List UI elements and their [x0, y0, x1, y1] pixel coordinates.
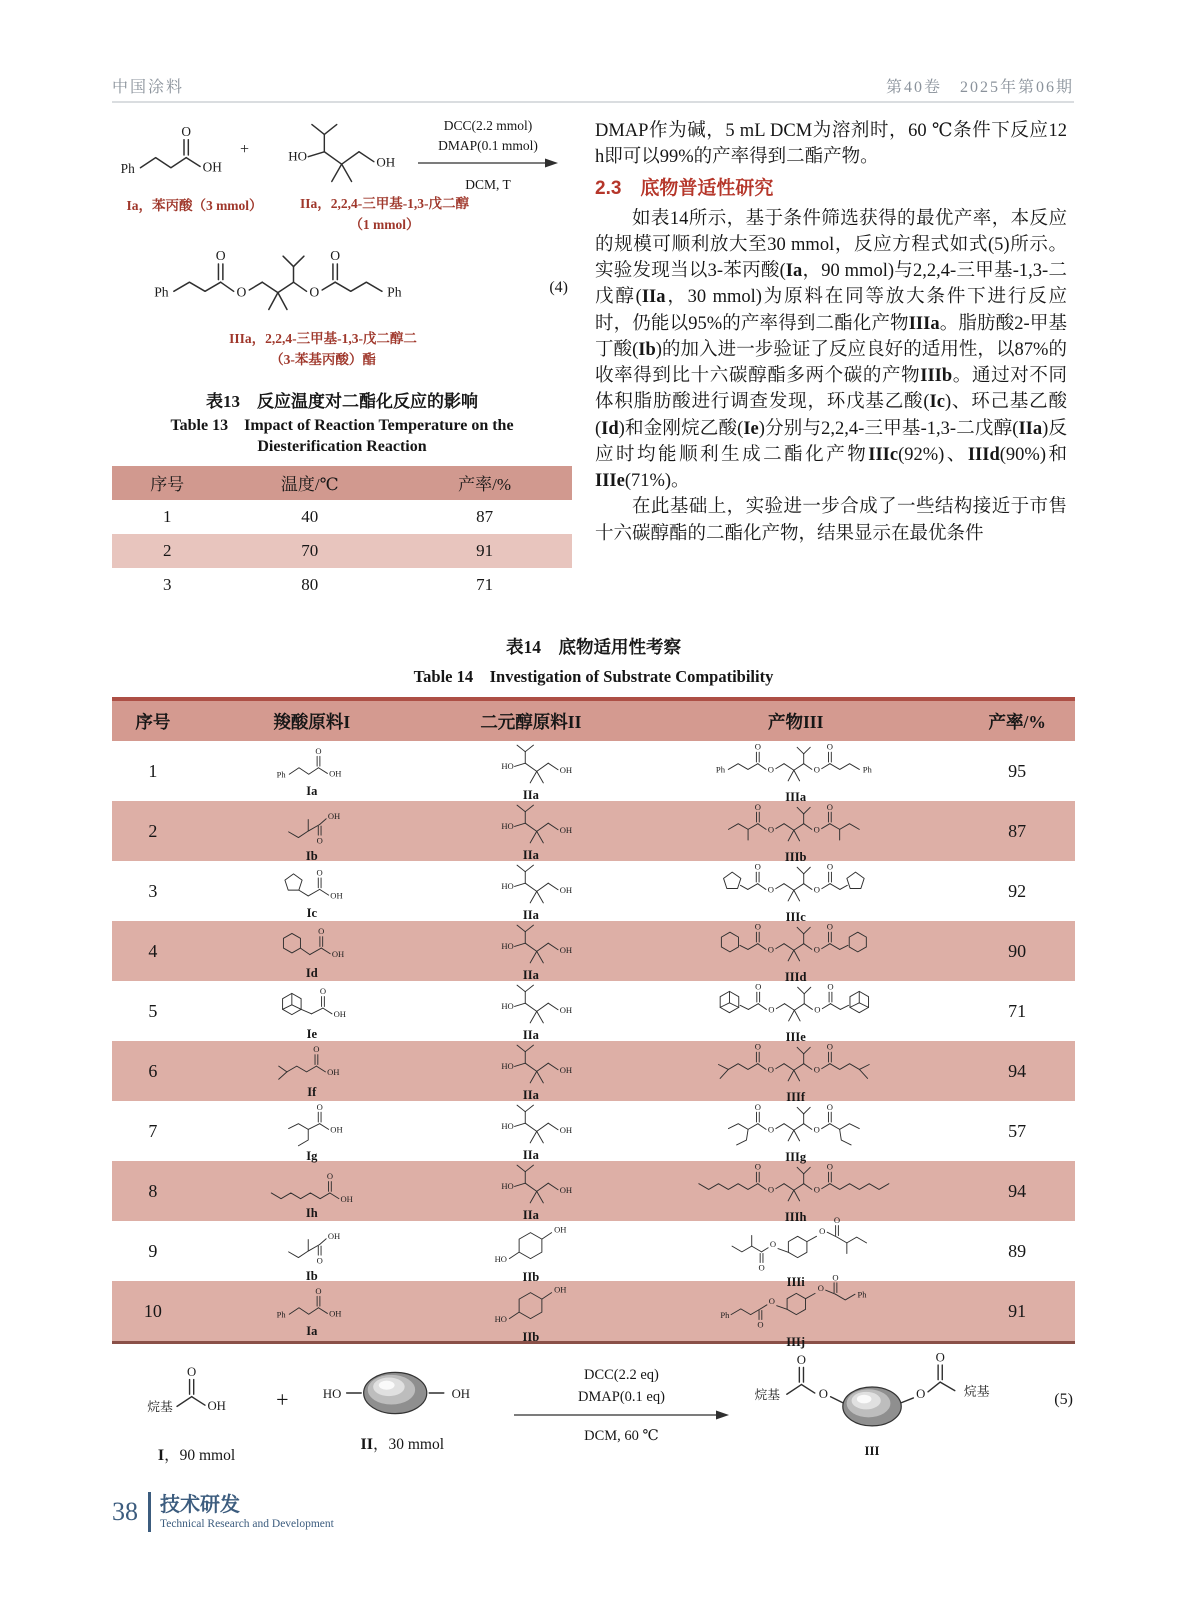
journal-name: 中国涂料 — [112, 79, 185, 96]
chemical-structure-IIa — [476, 1160, 586, 1222]
svg-text:O: O — [754, 1161, 762, 1172]
reaction-scheme-4 — [112, 116, 572, 371]
svg-text:HO: HO — [501, 1061, 514, 1072]
scheme5-conditions — [514, 1365, 729, 1448]
structure-label: IIIe — [785, 1029, 806, 1044]
svg-text:O: O — [818, 1386, 829, 1401]
chemical-structure-Ic — [269, 863, 354, 920]
svg-text:O: O — [181, 124, 191, 140]
svg-text:OH: OH — [559, 765, 573, 776]
svg-text:O: O — [796, 1352, 807, 1367]
yield-value: 92 — [1008, 880, 1027, 901]
svg-text:O: O — [813, 884, 821, 895]
label-IIa: IIa，2,2,4-三甲基-1,3-戊二醇 （1 mmol） — [299, 196, 470, 232]
svg-text:HO: HO — [501, 821, 514, 832]
yield-value: 94 — [1008, 1180, 1027, 1201]
table13-cell: 70 — [301, 540, 319, 560]
table14-header-cell: 二元醇原料II — [480, 711, 582, 732]
svg-text:OH: OH — [328, 768, 342, 779]
table-14 — [112, 634, 1075, 1350]
condition-solvent: DCM, 60 ℃ — [584, 1428, 659, 1445]
svg-text:O: O — [309, 284, 320, 300]
structure-label: Ih — [305, 1206, 318, 1221]
svg-text:HO: HO — [501, 1121, 514, 1132]
reaction-scheme-5 — [128, 1348, 1073, 1465]
svg-text:Ph: Ph — [716, 764, 726, 775]
row-number: 3 — [148, 880, 158, 901]
yield-value: 91 — [1008, 1300, 1027, 1321]
structure-label: Ib — [305, 1268, 318, 1283]
table13-cell: 80 — [301, 574, 319, 594]
svg-text:HO: HO — [501, 761, 514, 772]
svg-text:OH: OH — [559, 945, 573, 956]
structure-label: IIa — [522, 908, 539, 923]
svg-text:O: O — [330, 247, 341, 263]
chemical-structure-IIa — [476, 1040, 586, 1102]
svg-text:Ph: Ph — [857, 1289, 867, 1300]
reaction-arrow — [514, 1408, 729, 1426]
plus-sign: + — [240, 141, 250, 159]
table13-title-en: Table 13 Impact of Reaction Temperature on the Diesterification Reaction — [170, 416, 514, 456]
svg-text:O: O — [754, 1041, 762, 1052]
svg-text:OH: OH — [559, 885, 573, 896]
svg-text:O: O — [754, 981, 762, 992]
svg-text:Ph: Ph — [276, 1309, 286, 1320]
structure-label: IIIa — [785, 789, 807, 804]
structure-IIa — [250, 117, 416, 194]
table13-cell: 40 — [301, 506, 319, 526]
svg-text:OH: OH — [332, 949, 345, 960]
structure-IIIa — [140, 243, 421, 329]
svg-text:O: O — [754, 1101, 762, 1112]
structure-label: Ic — [306, 905, 317, 920]
table13-cell: 2 — [162, 540, 172, 560]
svg-text:烷基: 烷基 — [964, 1384, 990, 1399]
table13-row — [112, 534, 572, 568]
svg-text:O: O — [318, 926, 325, 937]
table13-header-cell: 序号 — [150, 475, 185, 495]
svg-text:O: O — [320, 986, 327, 997]
table14-row — [112, 1101, 1075, 1164]
row-number: 2 — [148, 820, 158, 841]
svg-text:OH: OH — [376, 154, 396, 170]
svg-text:OH: OH — [328, 1308, 342, 1319]
svg-text:O: O — [813, 944, 821, 955]
svg-text:O: O — [767, 764, 775, 775]
scheme4-conditions — [418, 116, 558, 194]
structure-label: IIb — [522, 1330, 540, 1345]
svg-text:O: O — [826, 1101, 834, 1112]
chemical-structure-IIIa — [707, 739, 884, 804]
structure-label: IIIf — [786, 1089, 806, 1104]
scheme5-product — [738, 1348, 1045, 1465]
table14-body — [112, 741, 1075, 1350]
yield-value: 95 — [1008, 760, 1027, 781]
table14-row — [112, 1161, 1075, 1224]
row-number: 4 — [148, 940, 158, 961]
structure-Ia — [112, 122, 240, 188]
chemical-structure-IIa — [476, 800, 586, 862]
structure-label: Id — [305, 966, 318, 981]
svg-text:HO: HO — [501, 1001, 514, 1012]
svg-text:O: O — [833, 1214, 840, 1225]
row-number: 10 — [143, 1300, 162, 1321]
table13-cell: 3 — [162, 574, 172, 594]
chemical-structure-Ia — [271, 1285, 353, 1338]
table14-row — [112, 861, 1075, 924]
svg-text:Ph: Ph — [862, 764, 872, 775]
svg-text:Ph: Ph — [387, 284, 402, 300]
structure-label: IIIc — [785, 909, 806, 924]
row-number: 9 — [148, 1240, 158, 1261]
condition-dcc: DCC(2.2 eq) — [583, 1366, 659, 1383]
svg-text:OH: OH — [207, 1399, 226, 1414]
chemical-structure-IIa — [476, 980, 586, 1042]
svg-text:O: O — [813, 764, 821, 775]
condition-dmap: DMAP(0.1 mmol) — [438, 137, 538, 153]
svg-text:O: O — [813, 1064, 821, 1075]
page-footer — [112, 1492, 334, 1532]
structure-label: IIa — [522, 1088, 539, 1103]
condition-dmap: DMAP(0.1 eq) — [577, 1388, 665, 1405]
svg-text:HO: HO — [495, 1254, 508, 1265]
scheme5-diol — [300, 1359, 505, 1454]
svg-text:OH: OH — [202, 159, 222, 175]
chemical-structure-IIa — [476, 920, 586, 982]
svg-text:O: O — [316, 1255, 324, 1266]
svg-text:Ph: Ph — [120, 160, 135, 176]
table13-row — [112, 568, 572, 602]
structure-label: IIIb — [784, 849, 807, 864]
structure-label: IIa — [522, 1028, 539, 1043]
svg-text:O: O — [768, 1184, 775, 1195]
left-column — [112, 116, 572, 602]
svg-text:O: O — [313, 1043, 320, 1054]
structure-label: Ib — [305, 848, 318, 863]
chemical-structure-IIb — [469, 1278, 592, 1344]
table13-header-cell: 温度/℃ — [280, 475, 339, 495]
paragraph: DMAP作为碱，5 mL DCM为溶剂时，60 ℃条件下反应12 h即可以99%的产率得到二酯产物。 — [595, 121, 1067, 168]
svg-text:HO: HO — [501, 941, 514, 952]
svg-text:O: O — [768, 824, 775, 835]
svg-text:O: O — [813, 1004, 821, 1015]
svg-text:OH: OH — [328, 810, 341, 821]
table13-cell: 71 — [476, 574, 494, 594]
structure-label: IIIg — [785, 1149, 807, 1164]
table14-row — [112, 1273, 1075, 1350]
svg-text:O: O — [916, 1386, 926, 1401]
chemical-structure-IIa — [476, 740, 586, 802]
chemical-structure-Ib — [272, 1220, 351, 1283]
svg-text:O: O — [817, 1283, 825, 1294]
page-number: 38 — [112, 1497, 138, 1526]
svg-text:OH: OH — [559, 1125, 573, 1136]
table13-cell: 87 — [476, 506, 494, 526]
svg-text:O: O — [315, 1285, 322, 1296]
table14-row — [112, 921, 1075, 984]
svg-text:O: O — [826, 921, 834, 932]
row-number: 7 — [148, 1120, 158, 1141]
svg-text:O: O — [826, 801, 834, 812]
structure-label: IIa — [522, 1208, 539, 1223]
row-number: 8 — [148, 1180, 158, 1201]
issue-info: 第40卷 2025年第06期 — [885, 79, 1074, 96]
structure-label: IIIi — [786, 1274, 805, 1289]
table14-row — [112, 741, 1075, 804]
equation-number-4: (4) — [549, 278, 568, 296]
svg-text:OH: OH — [559, 1005, 573, 1016]
table14-header-row — [112, 697, 1075, 741]
table14-header-cell: 羧酸原料I — [273, 711, 351, 732]
structure-label: IIId — [784, 969, 807, 984]
svg-text:O: O — [768, 1124, 775, 1135]
header-divider — [112, 101, 1074, 103]
yield-value: 90 — [1008, 940, 1027, 961]
table13-header-cell: 产率/% — [458, 475, 512, 495]
table13-header-row — [112, 466, 572, 500]
row-number: 1 — [148, 760, 158, 781]
label-Ia: Ia，苯丙酸（3 mmol） — [126, 198, 263, 214]
svg-text:OH: OH — [327, 1066, 340, 1077]
svg-text:O: O — [813, 1184, 821, 1195]
svg-text:HO: HO — [495, 1314, 508, 1325]
svg-text:OH: OH — [559, 825, 573, 836]
table14-header-cell: 序号 — [135, 711, 171, 732]
svg-text:OH: OH — [451, 1386, 470, 1401]
structure-label: Ia — [306, 1323, 318, 1338]
table14-header-cell: 产物III — [767, 711, 824, 732]
structure-diol-ball — [300, 1359, 505, 1432]
svg-text:Ph: Ph — [154, 284, 169, 300]
svg-text:O: O — [767, 944, 775, 955]
svg-text:O: O — [769, 1238, 776, 1249]
svg-text:O: O — [768, 1296, 776, 1307]
structure-label: Ia — [306, 783, 318, 798]
svg-text:HO: HO — [288, 148, 308, 164]
chemical-structure-Ig — [272, 1100, 351, 1163]
svg-text:O: O — [826, 1041, 834, 1052]
scheme4-product-row — [112, 243, 572, 329]
table13-cell: 1 — [162, 506, 172, 526]
svg-text:OH: OH — [559, 1065, 573, 1076]
chemical-structure-Ie — [264, 981, 359, 1041]
footer-section-en: Technical Research and Development — [160, 1518, 334, 1530]
svg-text:O: O — [767, 1004, 775, 1015]
svg-text:O: O — [236, 284, 247, 300]
scheme5-acid — [128, 1348, 265, 1465]
chemical-structure-IIa — [476, 1100, 586, 1162]
structure-label: IIa — [522, 1148, 539, 1163]
footer-divider — [148, 1492, 151, 1532]
yield-value: 94 — [1008, 1060, 1027, 1081]
chemical-structure-Ia — [271, 745, 353, 798]
table13-title-zh: 表13 反应温度对二酯化反应的影响 — [206, 391, 478, 411]
svg-text:O: O — [826, 741, 834, 752]
svg-text:O: O — [315, 745, 322, 756]
table14-title-en: Table 14 Investigation of Substrate Compatibility — [413, 667, 774, 686]
structure-label: Ie — [306, 1027, 317, 1042]
right-column — [595, 118, 1067, 547]
structure-label: IIIj — [786, 1335, 806, 1350]
row-number: 6 — [148, 1060, 158, 1081]
chemical-structure-IIIf — [707, 1039, 884, 1104]
table14-row — [112, 1041, 1075, 1104]
svg-text:HO: HO — [501, 1181, 514, 1192]
svg-text:烷基: 烷基 — [754, 1388, 781, 1403]
svg-text:O: O — [813, 1124, 821, 1135]
paragraph: 在此基础上，实验进一步合成了一些结构接近于市售十六碳醇酯的二酯化产物，结果显示在最优条件 — [595, 497, 1067, 544]
svg-text:O: O — [935, 1350, 945, 1365]
yield-value: 89 — [1008, 1240, 1027, 1261]
condition-solvent: DCM, T — [465, 176, 511, 192]
yield-value: 87 — [1008, 820, 1027, 841]
structure-label: IIIh — [784, 1209, 807, 1224]
table13-cell: 91 — [476, 540, 494, 560]
chemical-structure-IIId — [707, 919, 884, 984]
footer-section-zh: 技术研发 — [160, 1494, 240, 1516]
svg-text:OH: OH — [559, 1185, 573, 1196]
svg-text:OH: OH — [328, 1230, 341, 1241]
structure-label: IIb — [522, 1270, 540, 1285]
paragraph: 如表14所示，基于条件筛选获得的最优产率，本反应的规模可顺利放大至30 mmol，反应方程式如式(5)所示。实验发现当以3-苯丙酸(Ia，90 mmol)与2,2,4-三甲基-1,3-二戊醇(IIa，30 mmol)为原料在同等放大条件下进行反应时，仍能以95%的产率得到二酯化产物IIIa。脂肪酸2-甲基丁酸(Ib)的加入进一步验证了反应良好的适用性，以87%的收率得到比十六碳醇酯多两个碳的产物IIIb。通过对不同体积脂肪酸进行调查发现，环戊基乙酸(Ic)、环己基乙酸(Id)和金刚烷乙酸(Ie)分别与2,2,4-三甲基-1,3-二戊醇(IIa)反应时均能顺利生成二酯化产物IIIc(92%)、IIId(90%)和IIIe(71%)。 — [595, 208, 1068, 492]
chemical-structure-IIIg — [717, 1099, 874, 1164]
svg-text:OH: OH — [554, 1284, 567, 1295]
page-header — [112, 74, 1074, 97]
chemical-structure-If — [267, 1044, 356, 1099]
plus-sign: + — [276, 1386, 289, 1412]
chemical-structure-Ib — [272, 800, 351, 863]
chemical-structure-IIb — [469, 1218, 592, 1284]
structure-label: If — [307, 1084, 317, 1099]
row-number: 5 — [148, 1000, 158, 1021]
chemical-structure-Ih — [261, 1162, 363, 1220]
table-13 — [112, 387, 572, 602]
chemical-structure-IIa — [476, 860, 586, 922]
svg-text:O: O — [316, 835, 324, 846]
chemical-structure-IIIe — [704, 979, 888, 1044]
svg-text:OH: OH — [330, 1124, 343, 1135]
svg-text:O: O — [754, 801, 762, 812]
chemical-structure-IIIj — [711, 1273, 880, 1349]
equation-number-5: (5) — [1054, 1390, 1073, 1408]
svg-text:OH: OH — [330, 890, 343, 901]
chemical-structure-Id — [267, 922, 356, 980]
structure-label: IIa — [522, 968, 539, 983]
table14-row — [112, 981, 1075, 1044]
svg-text:O: O — [187, 1364, 197, 1379]
table14-row — [112, 801, 1075, 864]
label-II: II，30 mmol — [360, 1436, 445, 1453]
structure-diester-ball — [738, 1348, 1045, 1465]
svg-text:O: O — [813, 824, 821, 835]
condition-dcc: DCC(2.2 mmol) — [443, 118, 533, 133]
svg-text:HO: HO — [501, 881, 514, 892]
reaction-arrow — [418, 157, 558, 172]
yield-value: 57 — [1008, 1120, 1027, 1141]
svg-text:O: O — [215, 247, 226, 263]
svg-text:Ph: Ph — [276, 769, 286, 780]
svg-text:O: O — [316, 1101, 324, 1112]
label-I: I，90 mmol — [157, 1447, 236, 1464]
svg-text:Ph: Ph — [720, 1310, 730, 1321]
structure-label: IIa — [522, 788, 539, 803]
svg-text:O: O — [757, 1319, 764, 1330]
scheme4-reactants — [112, 116, 572, 194]
svg-text:OH: OH — [554, 1224, 567, 1235]
table14-title-zh: 表14 底物适用性考察 — [506, 637, 681, 657]
svg-text:OH: OH — [333, 1009, 347, 1020]
svg-text:O: O — [827, 861, 834, 872]
svg-text:O: O — [326, 1171, 333, 1182]
svg-text:O: O — [754, 921, 762, 932]
svg-text:O: O — [827, 981, 834, 992]
scheme4-product-label: IIIa，2,2,4-三甲基-1,3-戊二醇二 （3-苯基丙酸）酯 — [229, 330, 417, 367]
table13-row — [112, 500, 572, 534]
svg-text:O: O — [818, 1225, 826, 1236]
svg-text:O: O — [826, 1161, 834, 1172]
svg-text:烷基: 烷基 — [147, 1400, 173, 1415]
scheme4-reactant-labels — [112, 194, 572, 235]
table13-grid — [112, 466, 572, 602]
svg-text:O: O — [316, 867, 324, 878]
svg-text:O: O — [832, 1273, 839, 1283]
svg-text:O: O — [754, 861, 761, 872]
svg-text:O: O — [754, 741, 762, 752]
structure-label: Ig — [306, 1148, 318, 1163]
section-heading-2-3: 2.3 底物普适性研究 — [595, 177, 774, 199]
svg-text:HO: HO — [322, 1386, 342, 1401]
svg-text:III: III — [864, 1444, 880, 1459]
svg-text:O: O — [758, 1262, 765, 1273]
svg-text:O: O — [767, 884, 775, 895]
table14-header-cell: 产率/% — [988, 711, 1046, 732]
structure-alkyl-acid — [128, 1348, 265, 1443]
yield-value: 71 — [1008, 1000, 1027, 1021]
chemical-structure-IIIb — [717, 799, 874, 864]
svg-text:OH: OH — [340, 1194, 353, 1205]
svg-text:O: O — [767, 1064, 775, 1075]
chemical-structure-IIIc — [710, 859, 881, 924]
structure-label: IIa — [522, 848, 539, 863]
